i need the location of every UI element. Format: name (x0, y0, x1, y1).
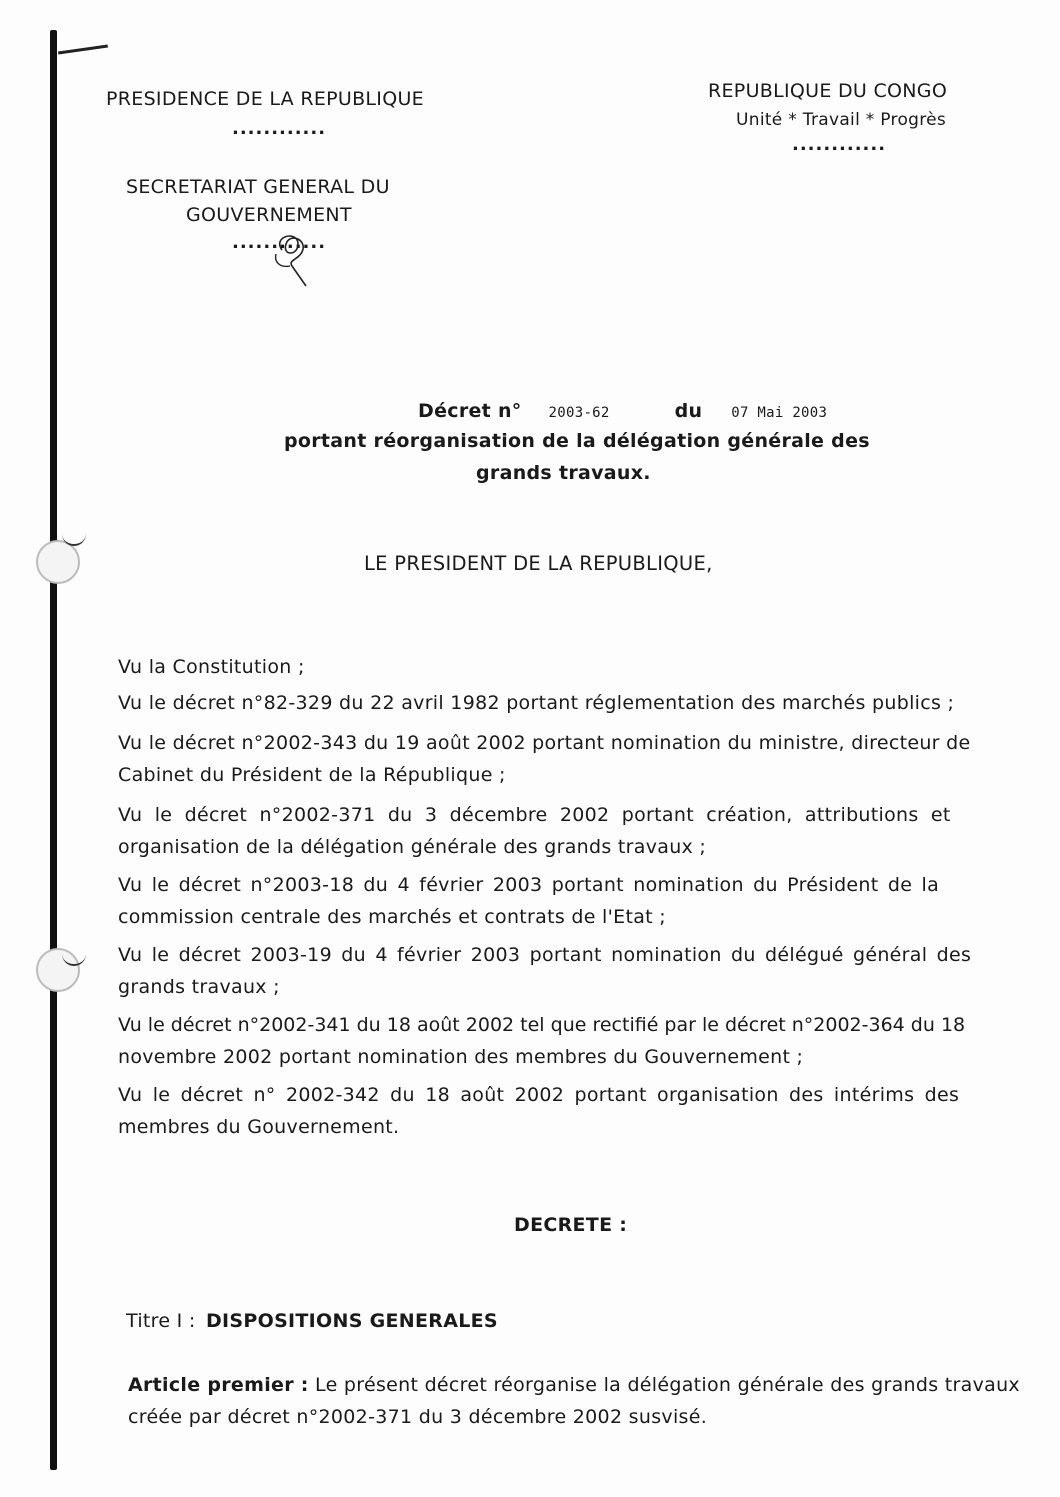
header-presidence: PRESIDENCE DE LA REPUBLIQUE (106, 88, 424, 110)
decree-du: du (674, 400, 703, 422)
visa-item-cont: commission centrale des marchés et contrats de l'Etat ; (118, 906, 666, 928)
visa-item: Vu le décret n°82-329 du 22 avril 1982 portant réglementation des marchés publics ; (118, 692, 955, 714)
decree-number: 2003-62 (548, 405, 610, 421)
president-heading: LE PRESIDENT DE LA REPUBLIQUE, (364, 552, 713, 575)
header-gouvernement: GOUVERNEMENT (186, 204, 352, 226)
visa-item-cont: Cabinet du Président de la République ; (118, 764, 506, 786)
decree-number-line (418, 400, 827, 422)
article-premier-line2: créée par décret n°2002-371 du 3 décembre 2002 susvisé. (128, 1406, 708, 1428)
header-motto: Unité * Travail * Progrès (736, 110, 947, 130)
punch-hole (36, 540, 80, 584)
visa-item: Vu le décret n°2003-18 du 4 février 2003 portant nomination du Président de la (118, 874, 940, 896)
visa-item: Vu le décret n°2002-341 du 18 août 2002 tel que rectifié par le décret n°2002-364 du 18 (118, 1014, 966, 1036)
article-label: Article premier : (128, 1374, 309, 1396)
header-right-dots: ............ (792, 134, 887, 155)
header-left-dots-2: ............ (232, 232, 327, 253)
header-secretariat: SECRETARIAT GENERAL DU (126, 176, 390, 198)
header-left-dots: ............ (232, 118, 327, 139)
titre-name: DISPOSITIONS GENERALES (205, 1310, 498, 1332)
header-republique: REPUBLIQUE DU CONGO (708, 80, 948, 102)
article-premier-line1 (128, 1374, 1020, 1396)
titre-heading (126, 1310, 498, 1332)
decree-subject-line1: portant réorganisation de la délégation générale des (284, 430, 870, 452)
visa-item: Vu le décret n°2002-371 du 3 décembre 2002 portant création, attributions et (118, 804, 951, 826)
visa-item-cont: grands travaux ; (118, 976, 280, 998)
initials-scribble (262, 226, 322, 290)
pen-mark (58, 45, 108, 55)
visa-item-cont: novembre 2002 portant nomination des membres du Gouvernement ; (118, 1046, 804, 1068)
decrete-heading: DECRETE : (514, 1214, 628, 1236)
article-text: Le présent décret réorganise la délégation générale des grands travaux (315, 1374, 1020, 1396)
visa-item-cont: organisation de la délégation générale des grands travaux ; (118, 836, 707, 858)
visa-item: Vu le décret n° 2002-342 du 18 août 2002 portant organisation des intérims des (118, 1084, 960, 1106)
visa-item-cont: membres du Gouvernement. (118, 1116, 400, 1138)
visa-item: Vu le décret n°2002-343 du 19 août 2002 portant nomination du ministre, directeur de (118, 732, 971, 754)
titre-prefix: Titre I : (126, 1310, 196, 1332)
decree-label: Décret n° (418, 400, 522, 422)
binding-edge (50, 30, 57, 1470)
visa-constitution: Vu la Constitution ; (118, 656, 305, 678)
decree-date: 07 Mai 2003 (731, 405, 828, 421)
visa-item: Vu le décret 2003-19 du 4 février 2003 portant nomination du délégué général des (118, 944, 972, 966)
decree-subject-line2: grands travaux. (476, 462, 651, 484)
